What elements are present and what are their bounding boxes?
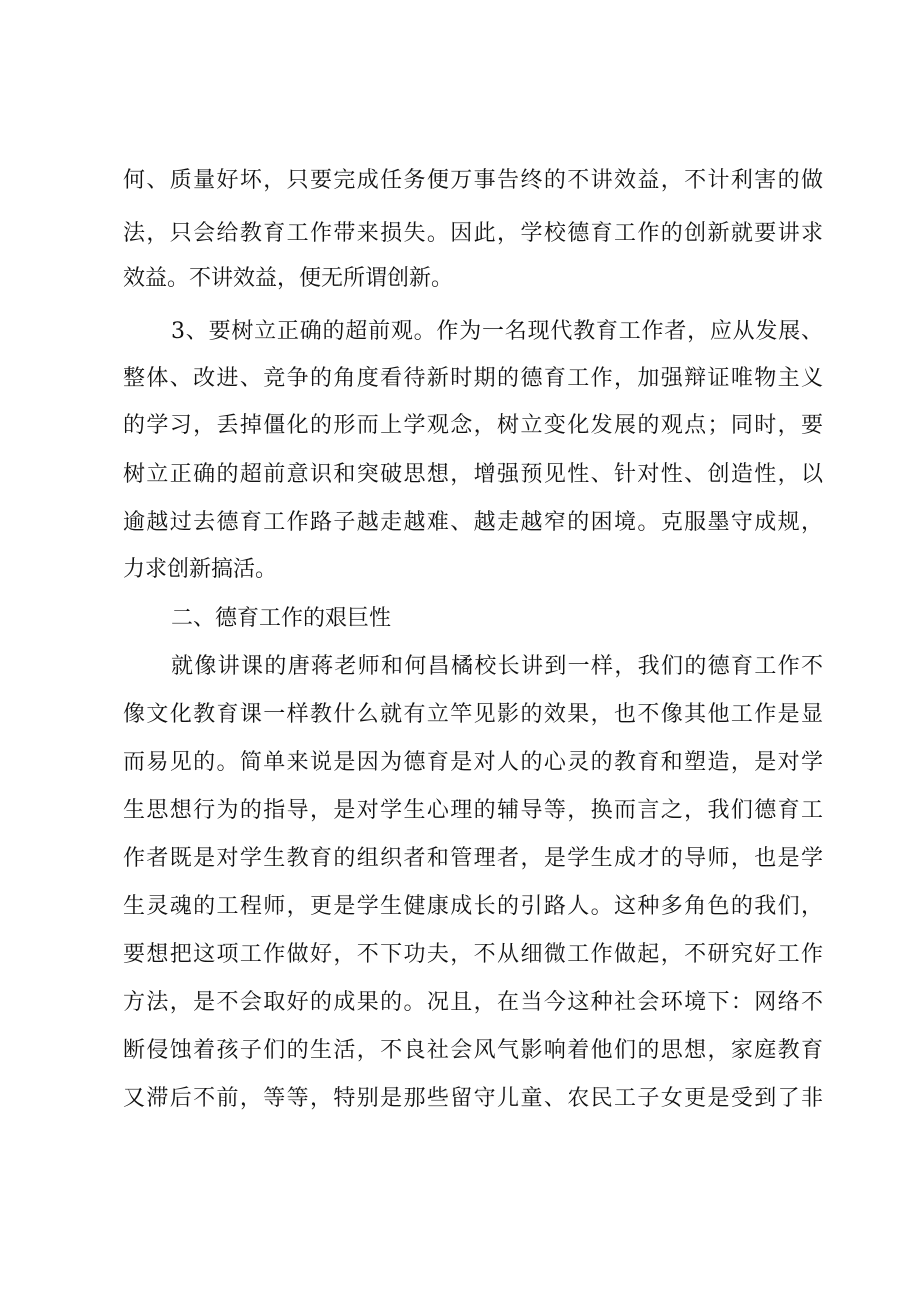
text-line: 断侵蚀着孩子们的生活，不良社会风气影响着他们的思想，家庭教育 <box>123 1038 823 1063</box>
text-line: 的学习，丢掉僵化的形而上学观念，树立变化发展的观点；同时，要 <box>123 413 823 438</box>
text-line: 力求创新搞活。 <box>123 557 278 582</box>
text-line: 何、质量好坏，只要完成任务便万事告终的不讲效益，不计利害的做 <box>123 168 823 193</box>
text-line: 要想把这项工作做好，不下功夫，不从细微工作做起，不研究好工作 <box>123 942 823 967</box>
text-line: 法，只会给教育工作带来损失。因此，学校德育工作的创新就要讲求 <box>123 221 823 246</box>
paragraph-start-line: 就像讲课的唐蒋老师和何昌橘校长讲到一样，我们的德育工作不 <box>171 654 823 679</box>
text-line: 方法，是不会取好的成果的。况且，在当今这种社会环境下：网络不 <box>123 990 823 1015</box>
section-heading: 二、德育工作的艰巨性 <box>171 606 392 631</box>
text-line: 整体、改进、竞争的角度看待新时期的德育工作，加强辩证唯物主义 <box>123 366 823 391</box>
text-line: 树立正确的超前意识和突破思想，增强预见性、针对性、创造性，以 <box>123 462 823 487</box>
text-line: 像文化教育课一样教什么就有立竿见影的效果，也不像其他工作是显 <box>123 702 823 727</box>
text-line: 逾越过去德育工作路子越走越难、越走越窄的困境。克服墨守成规， <box>123 510 823 535</box>
text-line: 又滞后不前，等等，特别是那些留守儿童、农民工子女更是受到了非 <box>123 1086 823 1111</box>
text-line: 生灵魂的工程师，更是学生健康成长的引路人。这种多角色的我们， <box>123 894 823 919</box>
text-line: 而易见的。简单来说是因为德育是对人的心灵的教育和塑造，是对学 <box>123 750 823 775</box>
text-line: 效益。不讲效益，便无所谓创新。 <box>123 266 454 291</box>
text-line: 生思想行为的指导，是对学生心理的辅导等，换而言之，我们德育工 <box>123 798 823 823</box>
paragraph-start-line: 3、要树立正确的超前观。作为一名现代教育工作者，应从发展、 <box>171 319 823 344</box>
text-line: 作者既是对学生教育的组织者和管理者，是学生成才的导师，也是学 <box>123 846 823 871</box>
